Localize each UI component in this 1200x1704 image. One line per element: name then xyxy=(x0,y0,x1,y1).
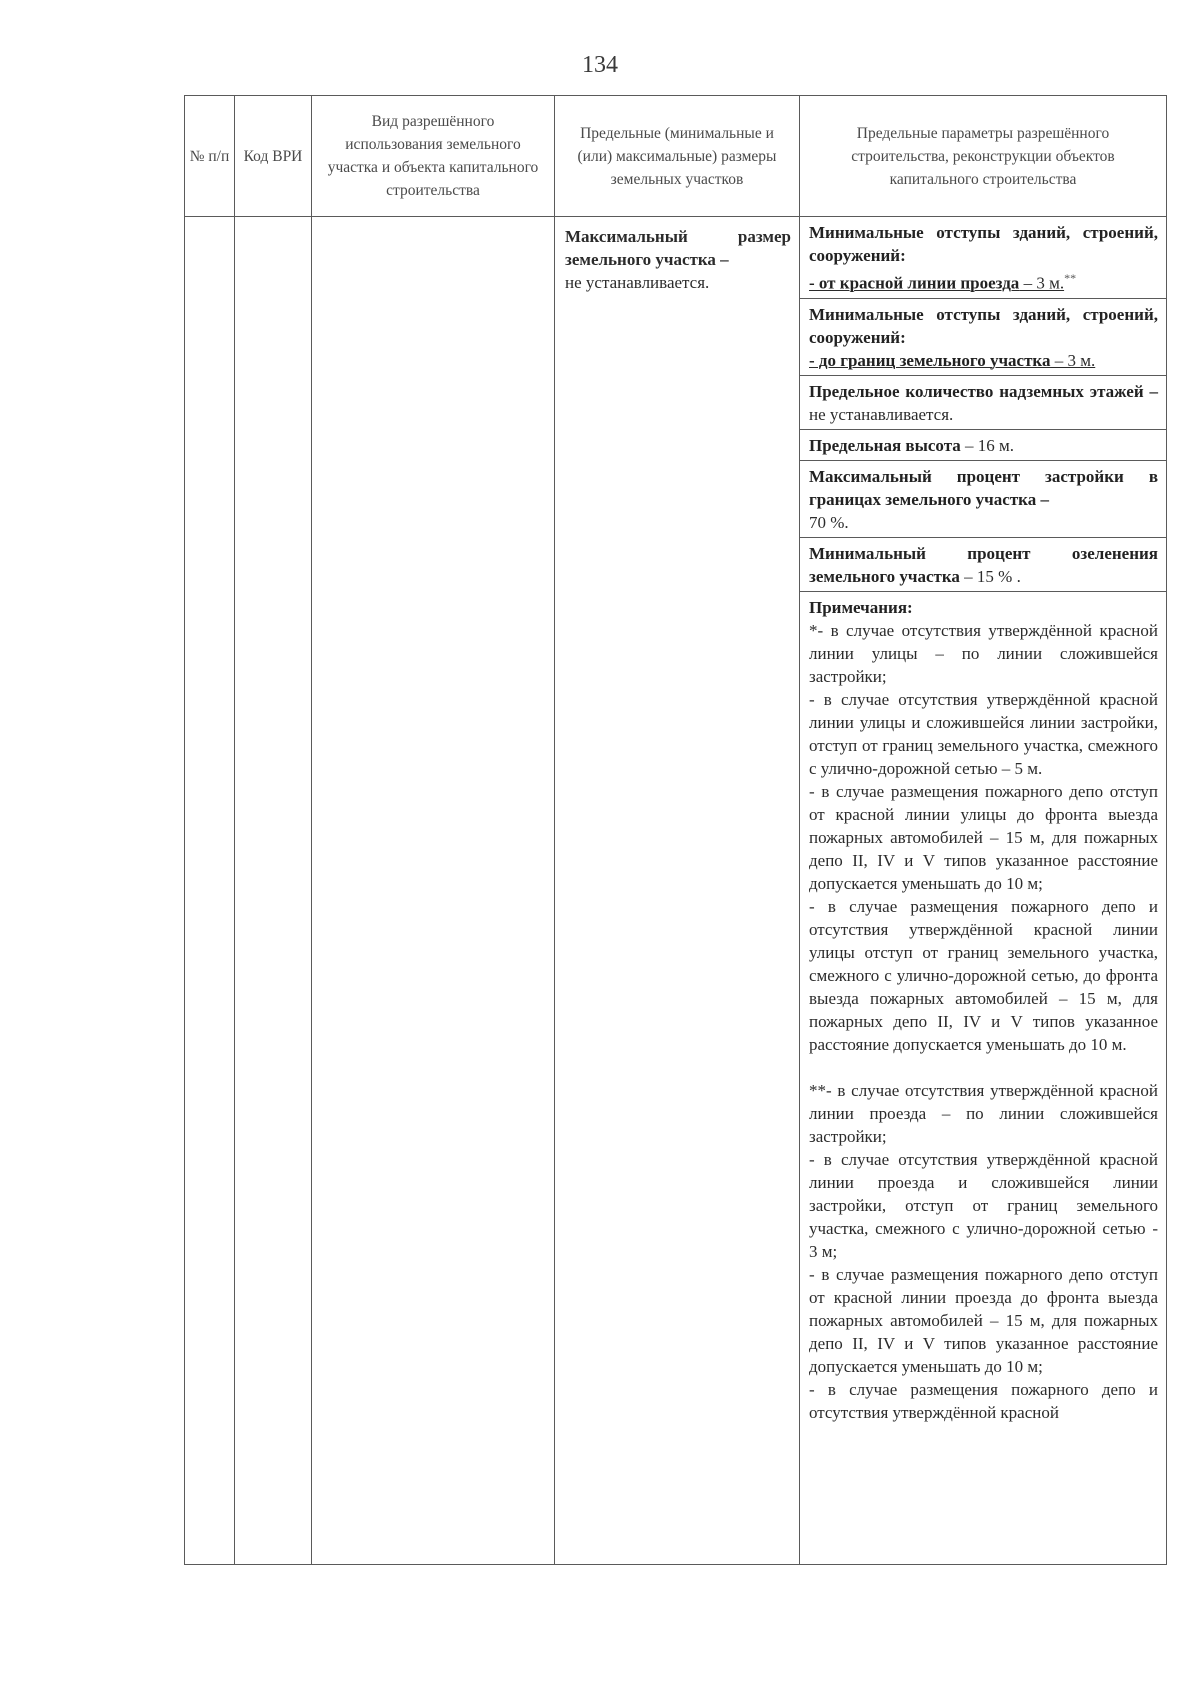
note-paragraph: **- в случае отсутствия утверждённой красной линии проезда – по линии сложившейся застройки; xyxy=(809,1080,1158,1146)
setback-boundary-sublabel: - до границ земельного участка xyxy=(809,350,1051,370)
param-notes xyxy=(800,592,1166,1427)
setback-red-line-value: – 3 м. xyxy=(1019,273,1065,293)
param-height xyxy=(800,430,1166,461)
cell-plot-size xyxy=(555,217,800,1565)
note-paragraph: - в случае размещения пожарного депо отступ от красной линии проезда до фронта выезда пожарных автомобилей – 15 м, для пожарных депо II, IV и V типов указанное расстояние допускается уменьшать до 10 м; xyxy=(809,1264,1158,1376)
param-setback-boundary xyxy=(800,299,1166,376)
header-permitted-use: Вид разрешённого использования земельного участка и объекта капитального строительства xyxy=(312,96,555,217)
param-landscaping xyxy=(800,538,1166,592)
param-floors xyxy=(800,376,1166,430)
page-number: 134 xyxy=(582,52,618,78)
cell-number xyxy=(185,217,235,1565)
floors-label: Предельное количество надземных этажей – xyxy=(809,381,1158,401)
note-paragraph: - в случае размещения пожарного депо отступ от красной линии улицы до фронта выезда пожарных автомобилей – 15 м, для пожарных депо II, IV и V типов указанное расстояние допускается уменьшать до 10 м; xyxy=(809,781,1158,893)
landscaping-value: – 15 % . xyxy=(959,566,1021,586)
param-coverage xyxy=(800,461,1166,538)
setback-boundary-value: – 3 м. xyxy=(1050,350,1096,370)
landscaping-label: Минимальный процент озеленения земельного участка xyxy=(809,543,1158,586)
max-plot-size-value: не устанавливается. xyxy=(565,273,710,292)
header-vri-code: Код ВРИ xyxy=(235,96,312,217)
height-value: – 16 м. xyxy=(960,435,1015,455)
table-header-row xyxy=(185,96,1167,217)
cell-permitted-use xyxy=(312,217,555,1565)
header-number: № п/п xyxy=(185,96,235,217)
setback-red-line-footnote-mark: ** xyxy=(1064,271,1077,285)
coverage-value: 70 %. xyxy=(809,512,849,532)
note-paragraph: - в случае размещения пожарного депо и отсутствия утверждённой красной линии улицы отступ от границ земельного участка, смежного с улично-дорожной сетью, до фронта выезда пожарных автомобилей – 15 м, для пожарных депо II, IV и V типов указанное расстояние допускается уменьшать до 10 м. xyxy=(809,896,1158,1054)
note-paragraph: - в случае отсутствия утверждённой красной линии улицы и сложившейся линии застройки, отступ от границ земельного участка, смежного с улично-дорожной сетью – 5 м. xyxy=(809,689,1158,778)
cell-vri-code xyxy=(235,217,312,1565)
setback-boundary-label: Минимальные отступы зданий, строений, сооружений: xyxy=(809,304,1158,347)
table-row xyxy=(185,217,1167,1565)
cell-construction-parameters xyxy=(800,217,1167,1565)
setback-red-line-sublabel: - от красной линии проезда xyxy=(809,273,1020,293)
header-plot-size-limits: Предельные (минимальные и (или) максимальные) размеры земельных участков xyxy=(555,96,800,217)
setback-red-line-label: Минимальные отступы зданий, строений, сооружений: xyxy=(809,223,1158,265)
zoning-parameters-table xyxy=(184,95,1167,1565)
height-label: Предельная высота xyxy=(809,435,961,455)
coverage-label: Максимальный процент застройки в границах земельного участка – xyxy=(809,466,1158,509)
param-setback-red-line xyxy=(800,217,1166,299)
max-plot-size-label: Максимальный размер земельного участка – xyxy=(565,227,791,269)
note-paragraph: - в случае размещения пожарного депо и отсутствия утверждённой красной xyxy=(809,1379,1158,1422)
floors-value: не устанавливается. xyxy=(809,404,954,424)
notes-title: Примечания: xyxy=(809,597,913,617)
note-paragraph: *- в случае отсутствия утверждённой красной линии улицы – по линии сложившейся застройки; xyxy=(809,620,1158,686)
note-paragraph: - в случае отсутствия утверждённой красной линии проезда и сложившейся линии застройки, отступ от границ земельного участка, смежного с улично-дорожной сетью - 3 м; xyxy=(809,1149,1158,1261)
header-construction-parameters: Предельные параметры разрешённого строительства, реконструкции объектов капитального строительства xyxy=(800,96,1167,217)
